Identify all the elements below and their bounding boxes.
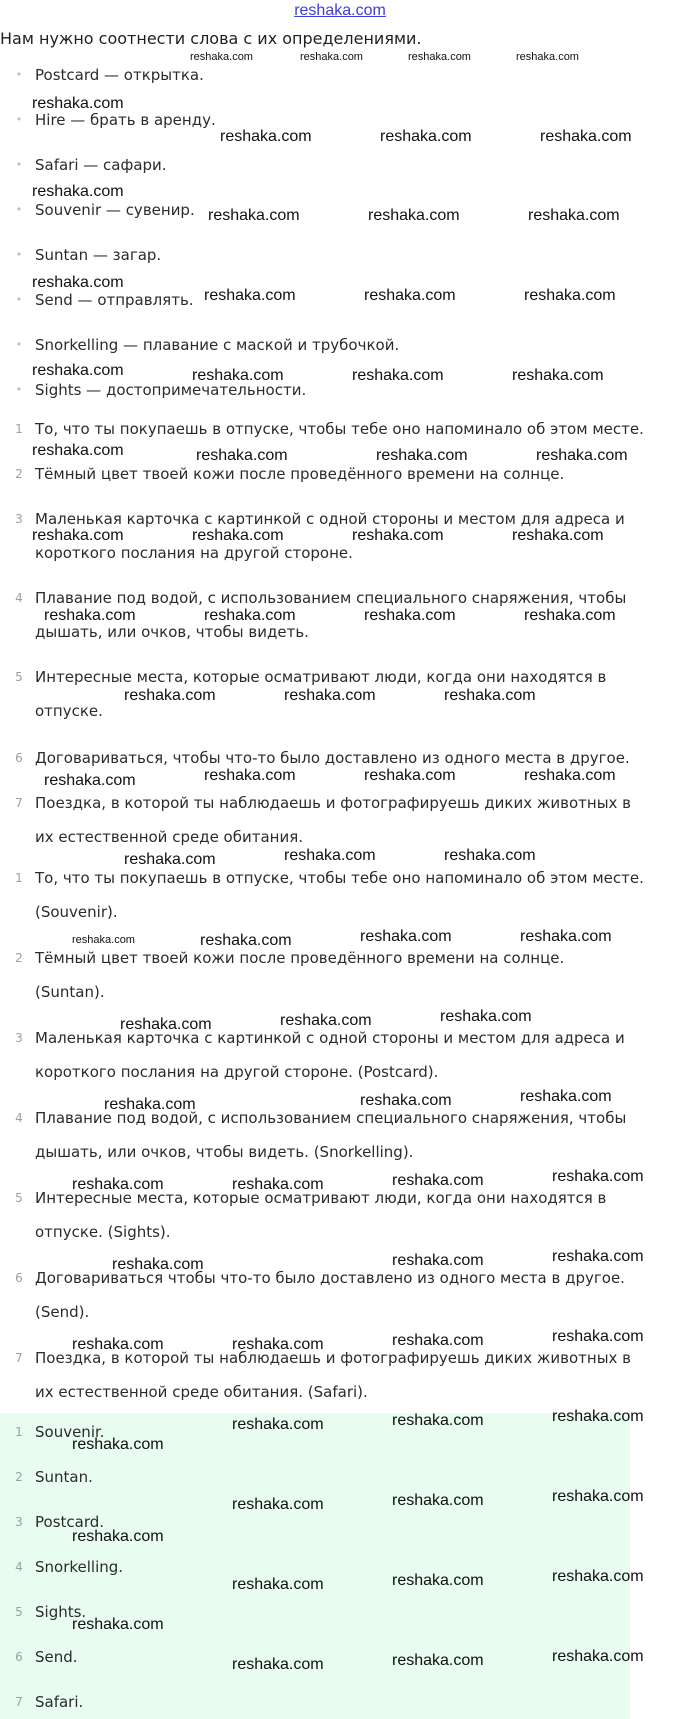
matched-text: Договариваться чтобы что-то было доставлено из одного места в другое. (Send).	[35, 1269, 625, 1321]
watermark: reshaka.com	[192, 527, 284, 544]
watermark: reshaka.com	[112, 1256, 204, 1273]
watermark: reshaka.com	[512, 527, 604, 544]
watermark: reshaka.com	[32, 362, 124, 379]
watermark: reshaka.com	[516, 51, 579, 63]
bullet-text: Hire — брать в аренду.	[35, 111, 216, 129]
watermark: reshaka.com	[552, 1568, 644, 1585]
list-number: 4	[15, 591, 23, 605]
list-number: 2	[15, 467, 23, 481]
watermark: reshaka.com	[72, 1616, 164, 1633]
watermark: reshaka.com	[440, 1008, 532, 1025]
watermark: reshaka.com	[124, 687, 216, 704]
bullet-dot-icon: •	[15, 68, 23, 81]
watermark: reshaka.com	[392, 1332, 484, 1349]
watermark: reshaka.com	[208, 207, 300, 224]
watermark: reshaka.com	[104, 1096, 196, 1113]
watermark: reshaka.com	[32, 183, 124, 200]
watermark: reshaka.com	[284, 687, 376, 704]
bullet-text: Suntan — загар.	[35, 246, 162, 264]
answer-text: Souvenir.	[35, 1423, 105, 1441]
watermark: reshaka.com	[552, 1328, 644, 1345]
definition-text: Тёмный цвет твоей кожи после проведённого времени на солнце.	[35, 465, 565, 483]
watermark: reshaka.com	[300, 51, 363, 63]
matched-text: Тёмный цвет твоей кожи после проведённого времени на солнце. (Suntan).	[35, 949, 565, 1001]
list-number: 5	[15, 670, 23, 684]
matched-text: Маленькая карточка с картинкой с одной стороны и местом для адреса и короткого послания на другой стороне. (Postcard).	[35, 1029, 625, 1081]
watermark: reshaka.com	[536, 447, 628, 464]
watermark: reshaka.com	[524, 767, 616, 784]
list-number: 6	[15, 1271, 23, 1285]
bullet-text: Send — отправлять.	[35, 291, 194, 309]
matched-text: То, что ты покупаешь в отпуске, чтобы тебе оно напоминало об этом месте. (Souvenir).	[35, 869, 644, 921]
watermark: reshaka.com	[368, 207, 460, 224]
answer-text: Send.	[35, 1648, 78, 1666]
watermark: reshaka.com	[220, 128, 312, 145]
watermark: reshaka.com	[376, 447, 468, 464]
list-number: 4	[15, 1111, 23, 1125]
bullet-text: Postcard — открытка.	[35, 66, 204, 84]
watermark: reshaka.com	[380, 128, 472, 145]
watermark: reshaka.com	[204, 287, 296, 304]
watermark: reshaka.com	[232, 1176, 324, 1193]
watermark: reshaka.com	[520, 928, 612, 945]
list-number: 5	[15, 1605, 23, 1619]
watermark: reshaka.com	[392, 1252, 484, 1269]
bullet-dot-icon: •	[15, 158, 23, 171]
watermark: reshaka.com	[552, 1408, 644, 1425]
definition-text: Поездка, в которой ты наблюдаешь и фотографируешь диких животных в их естественной среде обитания.	[35, 794, 632, 846]
matched-text: Плавание под водой, с использованием специального снаряжения, чтобы дышать, или очков, чтобы видеть. (Snorkelling).	[35, 1109, 627, 1161]
watermark: reshaka.com	[72, 934, 135, 946]
list-number: 7	[15, 796, 23, 810]
watermark: reshaka.com	[190, 51, 253, 63]
bullet-text: Sights — достопримечательности.	[35, 381, 307, 399]
site-header-link[interactable]: reshaka.com	[294, 2, 386, 19]
watermark: reshaka.com	[32, 274, 124, 291]
watermark: reshaka.com	[392, 1652, 484, 1669]
answer-text: Snorkelling.	[35, 1558, 124, 1576]
watermark: reshaka.com	[364, 287, 456, 304]
watermark: reshaka.com	[72, 1528, 164, 1545]
watermark: reshaka.com	[232, 1656, 324, 1673]
definition-text: Интересные места, которые осматривают люди, когда они находятся в отпуске.	[35, 668, 607, 720]
watermark: reshaka.com	[360, 1092, 452, 1109]
watermark: reshaka.com	[408, 51, 471, 63]
watermark: reshaka.com	[444, 687, 536, 704]
watermark: reshaka.com	[392, 1492, 484, 1509]
list-number: 3	[15, 1515, 23, 1529]
watermark: reshaka.com	[192, 367, 284, 384]
list-number: 6	[15, 751, 23, 765]
watermark: reshaka.com	[524, 287, 616, 304]
list-number: 5	[15, 1191, 23, 1205]
watermark: reshaka.com	[352, 527, 444, 544]
watermark: reshaka.com	[232, 1336, 324, 1353]
list-number: 4	[15, 1560, 23, 1574]
watermark: reshaka.com	[392, 1172, 484, 1189]
matched-text: Поездка, в которой ты наблюдаешь и фотографируешь диких животных в их естественной среде обитания. (Safari).	[35, 1349, 632, 1401]
watermark: reshaka.com	[392, 1412, 484, 1429]
watermark: reshaka.com	[552, 1248, 644, 1265]
watermark: reshaka.com	[204, 607, 296, 624]
watermark: reshaka.com	[512, 367, 604, 384]
definition-text: Договариваться, чтобы что-то было доставлено из одного места в другое.	[35, 749, 630, 767]
watermark: reshaka.com	[444, 847, 536, 864]
watermark: reshaka.com	[364, 767, 456, 784]
watermark: reshaka.com	[196, 447, 288, 464]
list-number: 1	[15, 1425, 23, 1439]
bullet-dot-icon: •	[15, 203, 23, 216]
watermark: reshaka.com	[552, 1168, 644, 1185]
watermark: reshaka.com	[204, 767, 296, 784]
watermark: reshaka.com	[232, 1416, 324, 1433]
list-number: 3	[15, 512, 23, 526]
list-number: 6	[15, 1650, 23, 1664]
watermark: reshaka.com	[32, 442, 124, 459]
intro-text: Нам нужно соотнести слова с их определениями.	[0, 29, 422, 48]
definition-text: То, что ты покупаешь в отпуске, чтобы тебе оно напоминало об этом месте.	[35, 420, 644, 438]
list-number: 7	[15, 1351, 23, 1365]
watermark: reshaka.com	[352, 367, 444, 384]
watermark: reshaka.com	[44, 607, 136, 624]
bullet-dot-icon: •	[15, 383, 23, 396]
bullet-dot-icon: •	[15, 248, 23, 261]
watermark: reshaka.com	[284, 847, 376, 864]
watermark: reshaka.com	[552, 1488, 644, 1505]
watermark: reshaka.com	[524, 607, 616, 624]
watermark: reshaka.com	[120, 1016, 212, 1033]
watermark: reshaka.com	[72, 1436, 164, 1453]
answer-text: Safari.	[35, 1693, 84, 1711]
watermark: reshaka.com	[44, 772, 136, 789]
watermark: reshaka.com	[540, 128, 632, 145]
bullet-dot-icon: •	[15, 113, 23, 126]
watermark: reshaka.com	[200, 932, 292, 949]
watermark: reshaka.com	[32, 95, 124, 112]
answer-text: Suntan.	[35, 1468, 93, 1486]
watermark: reshaka.com	[32, 527, 124, 544]
list-number: 1	[15, 422, 23, 436]
watermark: reshaka.com	[280, 1012, 372, 1029]
list-number: 3	[15, 1031, 23, 1045]
answer-text: Sights.	[35, 1603, 87, 1621]
watermark: reshaka.com	[72, 1176, 164, 1193]
list-number: 1	[15, 871, 23, 885]
answer-text: Postcard.	[35, 1513, 105, 1531]
list-number: 2	[15, 951, 23, 965]
watermark: reshaka.com	[72, 1336, 164, 1353]
watermark: reshaka.com	[528, 207, 620, 224]
watermark: reshaka.com	[360, 928, 452, 945]
bullet-dot-icon: •	[15, 338, 23, 351]
matched-text: Интересные места, которые осматривают люди, когда они находятся в отпуске. (Sights).	[35, 1189, 607, 1241]
definition-text: Маленькая карточка с картинкой с одной стороны и местом для адреса и короткого послания на другой стороне.	[35, 510, 625, 562]
bullet-text: Souvenir — сувенир.	[35, 201, 195, 219]
bullet-text: Safari — сафари.	[35, 156, 167, 174]
watermark: reshaka.com	[392, 1572, 484, 1589]
bullet-dot-icon: •	[15, 293, 23, 306]
list-number: 2	[15, 1470, 23, 1484]
definition-text: Плавание под водой, с использованием специального снаряжения, чтобы дышать, или очков, чтобы видеть.	[35, 589, 627, 641]
list-number: 7	[15, 1695, 23, 1709]
watermark: reshaka.com	[124, 851, 216, 868]
watermark: reshaka.com	[552, 1648, 644, 1665]
watermark: reshaka.com	[520, 1088, 612, 1105]
bullet-text: Snorkelling — плавание с маской и трубочкой.	[35, 336, 400, 354]
watermark: reshaka.com	[232, 1576, 324, 1593]
watermark: reshaka.com	[364, 607, 456, 624]
watermark: reshaka.com	[232, 1496, 324, 1513]
